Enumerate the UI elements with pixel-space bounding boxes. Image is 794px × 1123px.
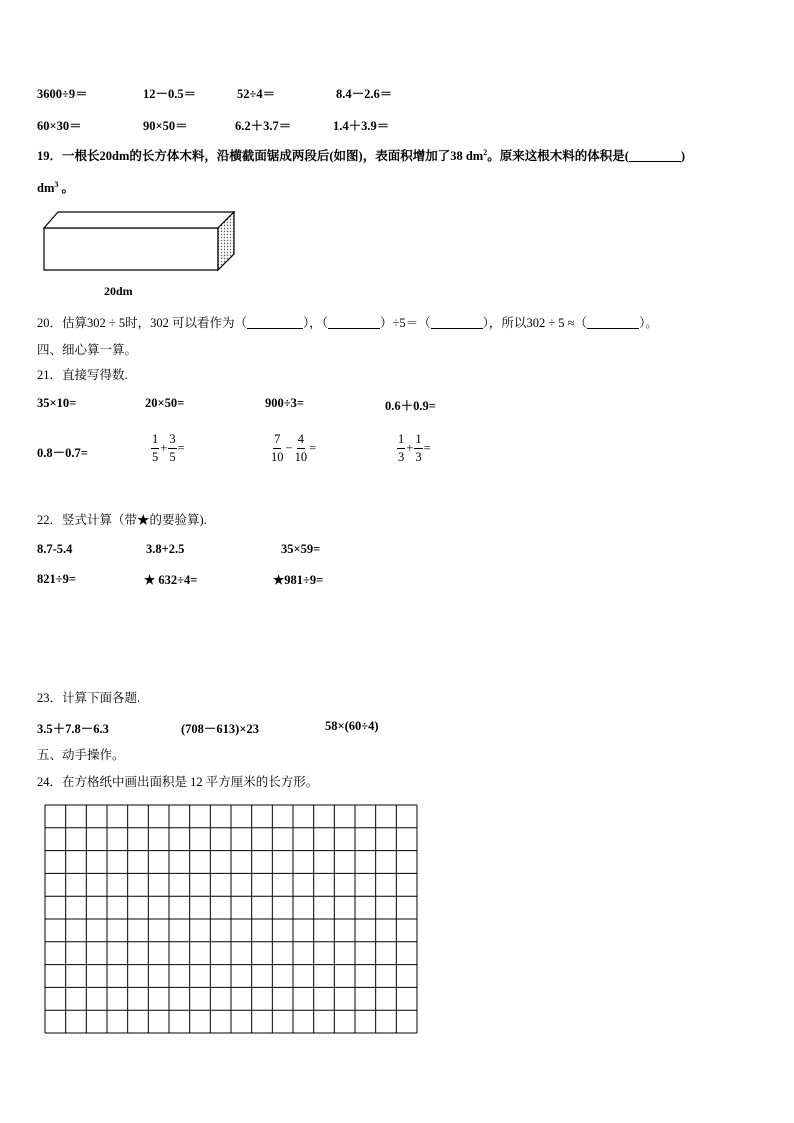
denominator: 3 xyxy=(415,449,422,464)
fraction xyxy=(270,433,285,463)
q19-text: 19．一根长20dm的长方体木料，沿横截面锯成两段后(如图)，表面积增加了38 dm xyxy=(37,149,484,163)
cuboid-front-face xyxy=(44,228,218,270)
question-24-title: 24．在方格纸中画出面积是 12 平方厘米的长方形。 xyxy=(37,775,319,789)
fraction xyxy=(294,433,309,463)
figure-length-label: 20dm xyxy=(104,284,133,298)
q20-p3: ），（ xyxy=(303,316,329,330)
q19-end: 。 xyxy=(61,181,75,195)
numerator: 3 xyxy=(168,433,176,449)
numerator: 1 xyxy=(397,433,405,449)
q22-item-6: ★981÷9= xyxy=(273,573,324,587)
numerator: 1 xyxy=(151,433,159,449)
q20-blank-2[interactable] xyxy=(328,316,380,329)
q21-item-3: 900÷3= xyxy=(265,396,304,410)
operator: + xyxy=(406,440,414,455)
calc-6.2-plus-3.7: 6.2＋3.7＝ xyxy=(235,119,292,133)
numerator: 7 xyxy=(273,433,281,449)
numerator: 1 xyxy=(414,433,422,449)
question-22-title: 22．竖式计算（带★的要验算). xyxy=(37,513,207,527)
q21-item-1: 35×10= xyxy=(37,396,77,410)
calc-1.4-plus-3.9: 1.4＋3.9＝ xyxy=(333,119,390,133)
q20-p5: ），所以 xyxy=(482,316,527,330)
section-5-heading: 五、动手操作。 xyxy=(37,748,125,762)
q22-item-5: ★ 632÷4= xyxy=(144,573,198,587)
q22-item-3: 35×59= xyxy=(281,542,321,556)
fraction xyxy=(397,433,405,463)
denominator: 5 xyxy=(169,449,176,464)
q19-text2: 。原来这根木料的体积是( xyxy=(487,149,629,163)
q19-answer-blank[interactable] xyxy=(629,149,681,162)
q23-item-1: 3.5＋7.8－6.3 xyxy=(37,722,109,736)
denominator: 10 xyxy=(271,449,284,464)
fraction xyxy=(151,433,159,463)
q20-expr2: 302 ÷ 5 ≈ xyxy=(526,316,575,330)
q19-sup-2: 2 xyxy=(483,147,488,157)
q23-item-3: 58×(60÷4) xyxy=(325,719,379,733)
cuboid-top-face xyxy=(44,212,234,228)
q20-blank-4[interactable] xyxy=(587,316,639,329)
q20-blank-1[interactable] xyxy=(247,316,303,329)
equals-sign: = xyxy=(309,440,317,455)
numerator: 4 xyxy=(297,433,305,449)
q23-item-2: (708－613)×23 xyxy=(181,722,259,736)
fraction xyxy=(168,433,176,463)
question-21-title: 21．直接写得数. xyxy=(37,368,128,382)
calc-8.4-minus-2.6: 8.4－2.6＝ xyxy=(336,87,393,101)
equals-sign: = xyxy=(423,440,431,455)
question-20 xyxy=(37,313,658,331)
q20-p6: （ xyxy=(574,316,588,330)
q20-p2: 时，302 可以看作为（ xyxy=(125,316,248,330)
question-23-title: 23．计算下面各题. xyxy=(37,691,141,705)
q20-expr1: 302 ÷ 5 xyxy=(87,316,126,330)
q22-item-4: 821÷9= xyxy=(37,572,76,586)
q22-item-2: 3.8+2.5 xyxy=(146,542,185,556)
q20-p7: ）。 xyxy=(639,316,658,330)
operator: − xyxy=(285,440,293,455)
q22-item-1: 8.7-5.4 xyxy=(37,542,73,556)
q21-fraction-sum-3 xyxy=(397,432,432,463)
q19-close: ) xyxy=(680,149,686,163)
denominator: 5 xyxy=(152,449,159,464)
operator: + xyxy=(160,440,168,455)
q20-blank-3[interactable] xyxy=(431,316,483,329)
square-grid-paper[interactable] xyxy=(44,804,418,1034)
denominator: 10 xyxy=(294,449,308,464)
section-4-heading: 四、细心算一算。 xyxy=(37,343,138,357)
q21-item-4: 0.6＋0.9= xyxy=(385,399,436,413)
calc-52-div-4: 52÷4＝ xyxy=(237,87,276,101)
q20-p1: 20．估算 xyxy=(37,316,88,330)
equals-sign: = xyxy=(177,440,185,455)
q21-item-5: 0.8－0.7= xyxy=(37,446,88,460)
q19-unit-line xyxy=(37,178,74,196)
calc-3600-div-9: 3600÷9＝ xyxy=(37,87,88,101)
q19-unit: dm xyxy=(37,181,55,195)
calc-12-minus-0.5: 12－0.5＝ xyxy=(143,87,197,101)
calc-90-times-50: 90×50＝ xyxy=(143,119,188,133)
question-19 xyxy=(37,146,685,164)
q20-p4: ）÷5＝（ xyxy=(380,316,431,330)
cuboid-figure xyxy=(40,206,240,278)
denominator: 3 xyxy=(398,449,405,464)
q21-item-2: 20×50= xyxy=(145,396,185,410)
q21-fraction-sum-1 xyxy=(151,432,186,463)
calc-60-times-30: 60×30＝ xyxy=(37,119,82,133)
q21-fraction-sum-2 xyxy=(270,432,317,463)
q19-sup-3: 3 xyxy=(54,179,59,189)
fraction xyxy=(414,433,422,463)
